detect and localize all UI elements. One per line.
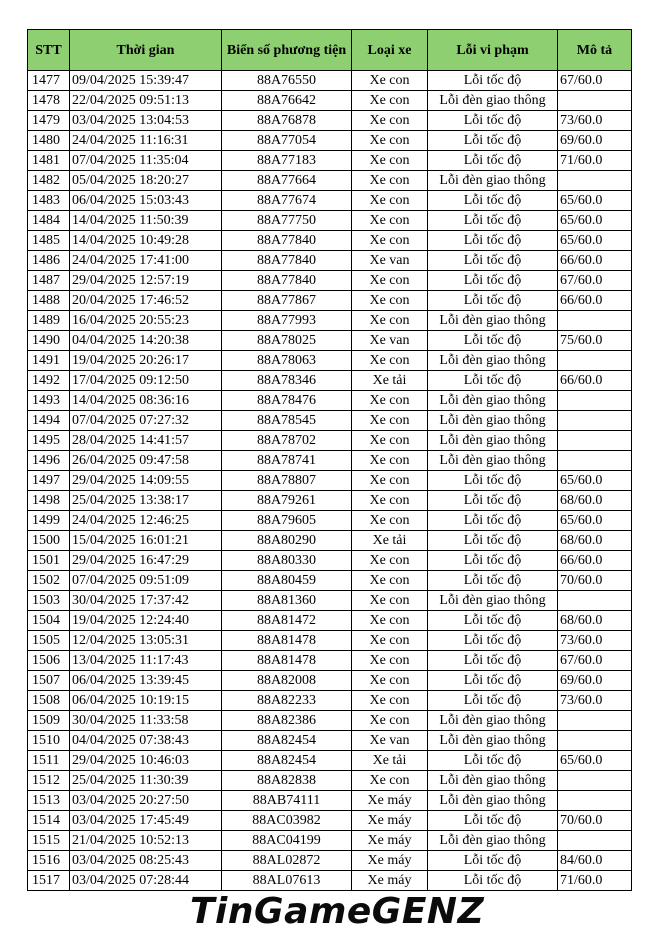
table-row	[28, 71, 632, 91]
cell-plate: 88A78545	[222, 411, 352, 431]
header-violation: Lỗi vi phạm	[428, 30, 558, 71]
cell-description	[558, 91, 632, 111]
cell-description: 73/60.0	[558, 631, 632, 651]
cell-plate: 88A76878	[222, 111, 352, 131]
cell-plate: 88A78025	[222, 331, 352, 351]
cell-violation: Lỗi tốc độ	[428, 291, 558, 311]
watermark-text: TinGameGENZ	[190, 891, 485, 932]
cell-stt: 1482	[28, 171, 70, 191]
cell-vehicle-type: Xe con	[352, 451, 428, 471]
cell-plate: 88A80290	[222, 531, 352, 551]
cell-stt: 1489	[28, 311, 70, 331]
cell-time: 09/04/2025 15:39:47	[70, 71, 222, 91]
table-row	[28, 411, 632, 431]
cell-vehicle-type: Xe máy	[352, 791, 428, 811]
cell-vehicle-type: Xe van	[352, 251, 428, 271]
table-row	[28, 111, 632, 131]
cell-vehicle-type: Xe con	[352, 771, 428, 791]
cell-description	[558, 311, 632, 331]
cell-vehicle-type: Xe máy	[352, 871, 428, 891]
cell-stt: 1510	[28, 731, 70, 751]
table-row	[28, 231, 632, 251]
cell-time: 19/04/2025 20:26:17	[70, 351, 222, 371]
cell-time: 15/04/2025 16:01:21	[70, 531, 222, 551]
cell-time: 14/04/2025 11:50:39	[70, 211, 222, 231]
cell-description	[558, 771, 632, 791]
table-row	[28, 731, 632, 751]
table-row	[28, 831, 632, 851]
cell-time: 03/04/2025 20:27:50	[70, 791, 222, 811]
cell-violation: Lỗi tốc độ	[428, 71, 558, 91]
table-row	[28, 351, 632, 371]
cell-plate: 88A76642	[222, 91, 352, 111]
cell-violation: Lỗi tốc độ	[428, 131, 558, 151]
table-row	[28, 691, 632, 711]
cell-vehicle-type: Xe con	[352, 711, 428, 731]
cell-description: 65/60.0	[558, 751, 632, 771]
cell-violation: Lỗi đèn giao thông	[428, 391, 558, 411]
cell-time: 14/04/2025 08:36:16	[70, 391, 222, 411]
cell-time: 07/04/2025 09:51:09	[70, 571, 222, 591]
table-row	[28, 151, 632, 171]
cell-time: 25/04/2025 11:30:39	[70, 771, 222, 791]
cell-description: 68/60.0	[558, 611, 632, 631]
cell-description	[558, 171, 632, 191]
cell-description: 71/60.0	[558, 871, 632, 891]
cell-description: 70/60.0	[558, 571, 632, 591]
cell-description: 68/60.0	[558, 491, 632, 511]
cell-description: 65/60.0	[558, 511, 632, 531]
table-row	[28, 671, 632, 691]
cell-violation: Lỗi đèn giao thông	[428, 311, 558, 331]
header-stt: STT	[28, 30, 70, 71]
cell-plate: 88A78346	[222, 371, 352, 391]
cell-description: 73/60.0	[558, 691, 632, 711]
cell-plate: 88A82838	[222, 771, 352, 791]
cell-vehicle-type: Xe tải	[352, 371, 428, 391]
cell-description: 65/60.0	[558, 471, 632, 491]
cell-violation: Lỗi tốc độ	[428, 331, 558, 351]
cell-stt: 1491	[28, 351, 70, 371]
table-row	[28, 331, 632, 351]
table-row	[28, 91, 632, 111]
cell-stt: 1498	[28, 491, 70, 511]
cell-vehicle-type: Xe con	[352, 411, 428, 431]
cell-plate: 88A81360	[222, 591, 352, 611]
cell-stt: 1508	[28, 691, 70, 711]
cell-stt: 1516	[28, 851, 70, 871]
cell-description	[558, 711, 632, 731]
cell-vehicle-type: Xe con	[352, 231, 428, 251]
cell-stt: 1478	[28, 91, 70, 111]
table-row	[28, 571, 632, 591]
table-row	[28, 211, 632, 231]
table-row	[28, 131, 632, 151]
cell-violation: Lỗi đèn giao thông	[428, 731, 558, 751]
cell-vehicle-type: Xe con	[352, 191, 428, 211]
cell-vehicle-type: Xe van	[352, 731, 428, 751]
cell-stt: 1513	[28, 791, 70, 811]
cell-plate: 88A81472	[222, 611, 352, 631]
cell-plate: 88AC03982	[222, 811, 352, 831]
cell-vehicle-type: Xe con	[352, 211, 428, 231]
cell-violation: Lỗi tốc độ	[428, 271, 558, 291]
cell-time: 24/04/2025 11:16:31	[70, 131, 222, 151]
cell-vehicle-type: Xe con	[352, 271, 428, 291]
table-row	[28, 471, 632, 491]
cell-plate: 88A77840	[222, 231, 352, 251]
cell-stt: 1479	[28, 111, 70, 131]
cell-time: 17/04/2025 09:12:50	[70, 371, 222, 391]
cell-time: 06/04/2025 10:19:15	[70, 691, 222, 711]
cell-description	[558, 351, 632, 371]
cell-plate: 88A78063	[222, 351, 352, 371]
cell-description	[558, 731, 632, 751]
cell-description: 70/60.0	[558, 811, 632, 831]
cell-plate: 88A80330	[222, 551, 352, 571]
cell-stt: 1485	[28, 231, 70, 251]
cell-plate: 88A77664	[222, 171, 352, 191]
cell-description: 66/60.0	[558, 371, 632, 391]
cell-description: 67/60.0	[558, 651, 632, 671]
cell-violation: Lỗi tốc độ	[428, 471, 558, 491]
cell-plate: 88A78476	[222, 391, 352, 411]
cell-stt: 1488	[28, 291, 70, 311]
cell-description	[558, 431, 632, 451]
header-description: Mô tả	[558, 30, 632, 71]
cell-stt: 1484	[28, 211, 70, 231]
cell-violation: Lỗi tốc độ	[428, 151, 558, 171]
cell-violation: Lỗi tốc độ	[428, 671, 558, 691]
cell-time: 30/04/2025 11:33:58	[70, 711, 222, 731]
cell-plate: 88A77674	[222, 191, 352, 211]
cell-stt: 1512	[28, 771, 70, 791]
cell-time: 07/04/2025 07:27:32	[70, 411, 222, 431]
cell-description	[558, 831, 632, 851]
cell-violation: Lỗi đèn giao thông	[428, 91, 558, 111]
table-row	[28, 271, 632, 291]
cell-stt: 1492	[28, 371, 70, 391]
cell-violation: Lỗi tốc độ	[428, 751, 558, 771]
cell-description: 71/60.0	[558, 151, 632, 171]
cell-stt: 1515	[28, 831, 70, 851]
cell-description	[558, 411, 632, 431]
table-row	[28, 451, 632, 471]
cell-plate: 88A77750	[222, 211, 352, 231]
cell-time: 29/04/2025 16:47:29	[70, 551, 222, 571]
cell-time: 30/04/2025 17:37:42	[70, 591, 222, 611]
cell-description: 69/60.0	[558, 131, 632, 151]
cell-vehicle-type: Xe con	[352, 431, 428, 451]
cell-violation: Lỗi đèn giao thông	[428, 451, 558, 471]
cell-description: 67/60.0	[558, 71, 632, 91]
cell-vehicle-type: Xe tải	[352, 751, 428, 771]
cell-stt: 1507	[28, 671, 70, 691]
table-row	[28, 511, 632, 531]
cell-time: 20/04/2025 17:46:52	[70, 291, 222, 311]
cell-time: 19/04/2025 12:24:40	[70, 611, 222, 631]
table-row	[28, 311, 632, 331]
cell-plate: 88A82454	[222, 751, 352, 771]
cell-violation: Lỗi tốc độ	[428, 871, 558, 891]
cell-stt: 1481	[28, 151, 70, 171]
cell-vehicle-type: Xe con	[352, 691, 428, 711]
cell-description: 66/60.0	[558, 551, 632, 571]
table-row	[28, 811, 632, 831]
cell-plate: 88AL02872	[222, 851, 352, 871]
cell-stt: 1506	[28, 651, 70, 671]
cell-vehicle-type: Xe con	[352, 351, 428, 371]
cell-description: 66/60.0	[558, 251, 632, 271]
cell-stt: 1502	[28, 571, 70, 591]
cell-violation: Lỗi đèn giao thông	[428, 771, 558, 791]
table-row	[28, 611, 632, 631]
cell-time: 22/04/2025 09:51:13	[70, 91, 222, 111]
cell-description: 84/60.0	[558, 851, 632, 871]
table-row	[28, 531, 632, 551]
cell-time: 21/04/2025 10:52:13	[70, 831, 222, 851]
cell-violation: Lỗi tốc độ	[428, 811, 558, 831]
table-row	[28, 791, 632, 811]
cell-stt: 1497	[28, 471, 70, 491]
cell-description: 69/60.0	[558, 671, 632, 691]
cell-time: 13/04/2025 11:17:43	[70, 651, 222, 671]
cell-plate: 88A78741	[222, 451, 352, 471]
cell-plate: 88AB74111	[222, 791, 352, 811]
cell-plate: 88A77993	[222, 311, 352, 331]
cell-vehicle-type: Xe con	[352, 491, 428, 511]
table-row	[28, 251, 632, 271]
cell-vehicle-type: Xe van	[352, 331, 428, 351]
cell-violation: Lỗi tốc độ	[428, 691, 558, 711]
cell-violation: Lỗi tốc độ	[428, 371, 558, 391]
cell-time: 06/04/2025 15:03:43	[70, 191, 222, 211]
cell-vehicle-type: Xe con	[352, 91, 428, 111]
cell-vehicle-type: Xe con	[352, 151, 428, 171]
table-row	[28, 491, 632, 511]
header-plate: Biển số phương tiện	[222, 30, 352, 71]
cell-vehicle-type: Xe con	[352, 631, 428, 651]
cell-violation: Lỗi đèn giao thông	[428, 171, 558, 191]
cell-time: 24/04/2025 17:41:00	[70, 251, 222, 271]
cell-time: 03/04/2025 13:04:53	[70, 111, 222, 131]
cell-time: 06/04/2025 13:39:45	[70, 671, 222, 691]
cell-violation: Lỗi tốc độ	[428, 551, 558, 571]
cell-violation: Lỗi tốc độ	[428, 631, 558, 651]
cell-violation: Lỗi tốc độ	[428, 251, 558, 271]
cell-stt: 1483	[28, 191, 70, 211]
cell-vehicle-type: Xe con	[352, 591, 428, 611]
cell-time: 29/04/2025 10:46:03	[70, 751, 222, 771]
cell-violation: Lỗi tốc độ	[428, 111, 558, 131]
table-row	[28, 711, 632, 731]
cell-stt: 1480	[28, 131, 70, 151]
cell-stt: 1490	[28, 331, 70, 351]
table-row	[28, 191, 632, 211]
cell-time: 03/04/2025 08:25:43	[70, 851, 222, 871]
cell-vehicle-type: Xe con	[352, 651, 428, 671]
table-row	[28, 391, 632, 411]
cell-time: 26/04/2025 09:47:58	[70, 451, 222, 471]
cell-violation: Lỗi tốc độ	[428, 211, 558, 231]
cell-plate: 88A82386	[222, 711, 352, 731]
cell-time: 29/04/2025 12:57:19	[70, 271, 222, 291]
cell-vehicle-type: Xe con	[352, 471, 428, 491]
cell-description: 66/60.0	[558, 291, 632, 311]
cell-violation: Lỗi tốc độ	[428, 491, 558, 511]
cell-description: 67/60.0	[558, 271, 632, 291]
header-vehicle-type: Loại xe	[352, 30, 428, 71]
cell-vehicle-type: Xe con	[352, 131, 428, 151]
cell-stt: 1487	[28, 271, 70, 291]
cell-description	[558, 451, 632, 471]
cell-vehicle-type: Xe máy	[352, 831, 428, 851]
cell-vehicle-type: Xe con	[352, 311, 428, 331]
cell-plate: 88A77867	[222, 291, 352, 311]
cell-plate: 88A78702	[222, 431, 352, 451]
cell-stt: 1496	[28, 451, 70, 471]
cell-time: 28/04/2025 14:41:57	[70, 431, 222, 451]
cell-plate: 88A82233	[222, 691, 352, 711]
cell-stt: 1514	[28, 811, 70, 831]
cell-plate: 88A78807	[222, 471, 352, 491]
table-row	[28, 771, 632, 791]
cell-vehicle-type: Xe máy	[352, 851, 428, 871]
cell-stt: 1517	[28, 871, 70, 891]
cell-plate: 88A77183	[222, 151, 352, 171]
cell-description: 65/60.0	[558, 211, 632, 231]
cell-violation: Lỗi đèn giao thông	[428, 411, 558, 431]
table-header-row	[28, 30, 632, 71]
table-row	[28, 431, 632, 451]
cell-plate: 88A81478	[222, 651, 352, 671]
cell-description: 65/60.0	[558, 231, 632, 251]
cell-stt: 1495	[28, 431, 70, 451]
cell-vehicle-type: Xe con	[352, 111, 428, 131]
cell-violation: Lỗi đèn giao thông	[428, 711, 558, 731]
cell-vehicle-type: Xe con	[352, 671, 428, 691]
table-row	[28, 171, 632, 191]
cell-stt: 1477	[28, 71, 70, 91]
cell-description: 75/60.0	[558, 331, 632, 351]
cell-stt: 1500	[28, 531, 70, 551]
cell-stt: 1501	[28, 551, 70, 571]
cell-time: 14/04/2025 10:49:28	[70, 231, 222, 251]
cell-violation: Lỗi đèn giao thông	[428, 351, 558, 371]
cell-violation: Lỗi tốc độ	[428, 571, 558, 591]
cell-vehicle-type: Xe máy	[352, 811, 428, 831]
cell-time: 16/04/2025 20:55:23	[70, 311, 222, 331]
cell-plate: 88AC04199	[222, 831, 352, 851]
cell-vehicle-type: Xe con	[352, 391, 428, 411]
cell-stt: 1503	[28, 591, 70, 611]
table-row	[28, 551, 632, 571]
violation-table-container	[27, 29, 631, 891]
cell-description	[558, 591, 632, 611]
cell-vehicle-type: Xe con	[352, 571, 428, 591]
cell-plate: 88A79261	[222, 491, 352, 511]
cell-plate: 88A82008	[222, 671, 352, 691]
cell-violation: Lỗi đèn giao thông	[428, 591, 558, 611]
cell-violation: Lỗi tốc độ	[428, 511, 558, 531]
cell-violation: Lỗi đèn giao thông	[428, 431, 558, 451]
cell-violation: Lỗi tốc độ	[428, 611, 558, 631]
cell-vehicle-type: Xe con	[352, 511, 428, 531]
cell-description: 68/60.0	[558, 531, 632, 551]
cell-stt: 1494	[28, 411, 70, 431]
cell-vehicle-type: Xe con	[352, 171, 428, 191]
cell-time: 29/04/2025 14:09:55	[70, 471, 222, 491]
cell-vehicle-type: Xe con	[352, 551, 428, 571]
cell-vehicle-type: Xe tải	[352, 531, 428, 551]
violation-table	[27, 29, 632, 891]
cell-time: 03/04/2025 17:45:49	[70, 811, 222, 831]
cell-plate: 88A81478	[222, 631, 352, 651]
cell-plate: 88A76550	[222, 71, 352, 91]
table-row	[28, 631, 632, 651]
table-row	[28, 591, 632, 611]
cell-description: 65/60.0	[558, 191, 632, 211]
table-row	[28, 851, 632, 871]
cell-plate: 88A82454	[222, 731, 352, 751]
header-time: Thời gian	[70, 30, 222, 71]
table-row	[28, 291, 632, 311]
cell-plate: 88A77840	[222, 271, 352, 291]
cell-description	[558, 791, 632, 811]
cell-vehicle-type: Xe con	[352, 71, 428, 91]
cell-violation: Lỗi đèn giao thông	[428, 791, 558, 811]
cell-stt: 1493	[28, 391, 70, 411]
cell-time: 12/04/2025 13:05:31	[70, 631, 222, 651]
cell-time: 05/04/2025 18:20:27	[70, 171, 222, 191]
cell-violation: Lỗi tốc độ	[428, 231, 558, 251]
watermark-logo	[190, 887, 485, 937]
cell-stt: 1486	[28, 251, 70, 271]
table-row	[28, 751, 632, 771]
cell-time: 04/04/2025 07:38:43	[70, 731, 222, 751]
cell-time: 03/04/2025 07:28:44	[70, 871, 222, 891]
cell-plate: 88A77840	[222, 251, 352, 271]
cell-plate: 88A79605	[222, 511, 352, 531]
cell-plate: 88AL07613	[222, 871, 352, 891]
cell-vehicle-type: Xe con	[352, 611, 428, 631]
cell-violation: Lỗi tốc độ	[428, 651, 558, 671]
cell-violation: Lỗi tốc độ	[428, 531, 558, 551]
table-row	[28, 651, 632, 671]
cell-violation: Lỗi đèn giao thông	[428, 831, 558, 851]
cell-plate: 88A77054	[222, 131, 352, 151]
cell-stt: 1499	[28, 511, 70, 531]
cell-time: 24/04/2025 12:46:25	[70, 511, 222, 531]
cell-time: 07/04/2025 11:35:04	[70, 151, 222, 171]
cell-time: 04/04/2025 14:20:38	[70, 331, 222, 351]
cell-stt: 1511	[28, 751, 70, 771]
cell-stt: 1505	[28, 631, 70, 651]
cell-plate: 88A80459	[222, 571, 352, 591]
cell-time: 25/04/2025 13:38:17	[70, 491, 222, 511]
cell-violation: Lỗi tốc độ	[428, 851, 558, 871]
cell-vehicle-type: Xe con	[352, 291, 428, 311]
cell-description	[558, 391, 632, 411]
cell-stt: 1509	[28, 711, 70, 731]
table-row	[28, 371, 632, 391]
cell-description: 73/60.0	[558, 111, 632, 131]
cell-stt: 1504	[28, 611, 70, 631]
cell-violation: Lỗi tốc độ	[428, 191, 558, 211]
